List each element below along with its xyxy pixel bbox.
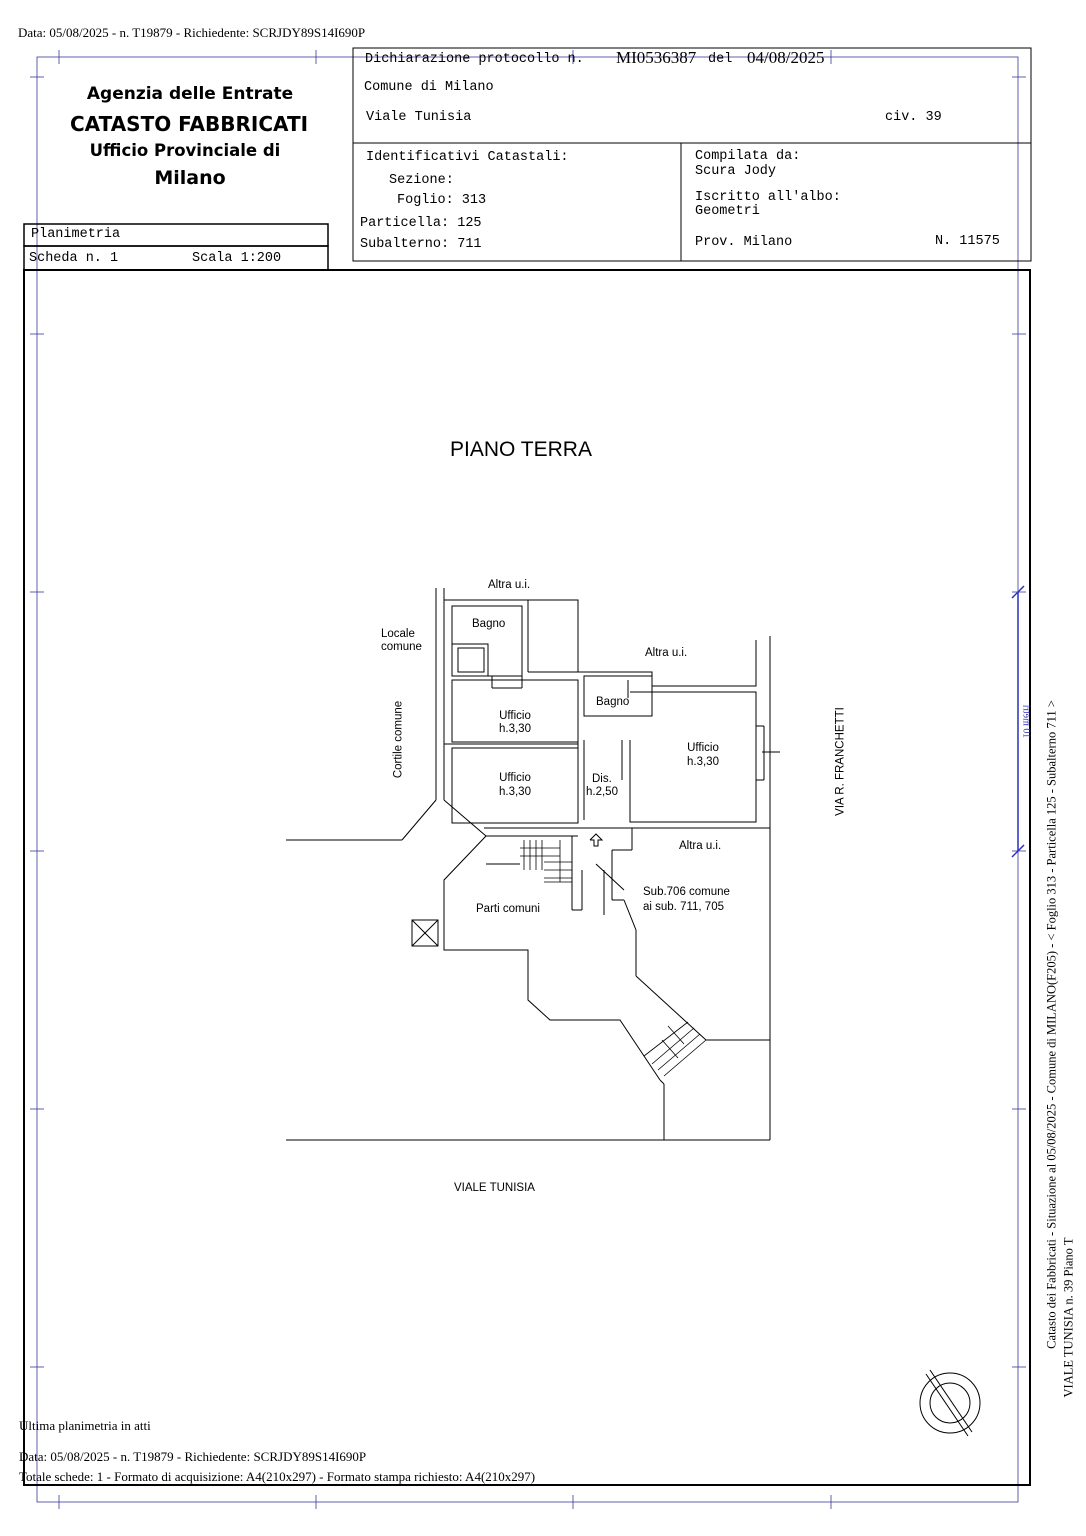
footer-format-info: Totale schede: 1 - Formato di acquisizione: A4(210x297) - Formato stampa richiesto: A4(210x297): [19, 1469, 536, 1484]
agency-name: Agenzia delle Entrate: [86, 84, 294, 104]
catasto-title: CATASTO FABBRICATI: [70, 112, 309, 136]
side-text-situation: Catasto dei Fabbricati - Situazione al 05/08/2025 - Comune di MILANO(F205) - < Foglio 313 - Particella 125 - Subalterno 711 >: [1044, 700, 1059, 1349]
albo-value: Geometri: [695, 204, 760, 219]
label-dis: Dis.: [592, 773, 612, 785]
declaration-del: del: [708, 52, 733, 67]
label-altra-ui-top: Altra u.i.: [488, 579, 531, 591]
last-plan-note: Ultima planimetria in atti: [19, 1418, 151, 1433]
label-cortile-comune: Cortile comune: [392, 700, 405, 779]
scheda-number: Scheda n. 1: [29, 251, 119, 266]
compiled-by-label: Compilata da:: [695, 149, 801, 164]
label-ufficio-3-height: h.3,30: [687, 756, 719, 768]
floor-title: PIANO TERRA: [450, 438, 592, 461]
province: Prov. Milano: [695, 235, 793, 250]
sezione: Sezione:: [389, 173, 454, 188]
particella: Particella: 125: [360, 216, 482, 231]
label-ufficio-2: Ufficio: [499, 772, 531, 784]
label-altra-ui-low: Altra u.i.: [679, 840, 722, 852]
label-sub706-2: ai sub. 711, 705: [643, 901, 724, 913]
comune-line: Comune di Milano: [364, 80, 494, 95]
request-info-line: Data: 05/08/2025 - n. T19879 - Richiedente: SCRJDY89S14I690P: [18, 25, 366, 40]
office-city: Milano: [154, 167, 226, 189]
office-label: Ufficio Provinciale di: [89, 141, 281, 160]
street-line: Viale Tunisia: [366, 110, 472, 125]
label-viale-tunisia: VIALE TUNISIA: [454, 1182, 535, 1194]
declaration-number: MI0536387: [616, 48, 697, 67]
registration-number: N. 11575: [935, 234, 1000, 249]
label-bagno-1: Bagno: [472, 618, 506, 630]
identifiers-title: Identificativi Catastali:: [366, 150, 569, 165]
label-ufficio-1: Ufficio: [499, 710, 531, 722]
civic-number: civ. 39: [885, 110, 942, 125]
label-altra-ui-right: Altra u.i.: [645, 647, 688, 659]
label-ufficio-1-height: h.3,30: [499, 723, 531, 735]
label-locale: Locale: [381, 628, 415, 640]
scale-label: Scala 1:200: [192, 251, 282, 266]
subalterno: Subalterno: 711: [360, 237, 482, 252]
planimetria-label: Planimetria: [31, 227, 121, 242]
declaration-label: Dichiarazione protocollo n.: [365, 52, 584, 67]
label-sub706-1: Sub.706 comune: [643, 886, 730, 898]
compiler-name: Scura Jody: [695, 164, 777, 179]
label-comune: comune: [381, 641, 422, 653]
label-dis-height: h.2,50: [586, 786, 618, 798]
label-bagno-2: Bagno: [596, 696, 630, 708]
label-ufficio-3: Ufficio: [687, 742, 719, 754]
scale-bar-label: 10 metri: [1020, 704, 1032, 739]
compass-icon: [920, 1370, 980, 1436]
foglio: Foglio: 313: [397, 193, 487, 208]
declaration-date: 04/08/2025: [747, 48, 825, 67]
label-via-franchetti: VIA R. FRANCHETTI: [834, 707, 847, 816]
albo-label: Iscritto all'albo:: [695, 190, 841, 205]
label-ufficio-2-height: h.3,30: [499, 786, 531, 798]
plan-walls: [286, 588, 780, 1140]
side-text-address: VIALE TUNISIA n. 39 Piano T: [1061, 1237, 1076, 1398]
label-parti-comuni: Parti comuni: [476, 903, 540, 915]
footer-request-info: Data: 05/08/2025 - n. T19879 - Richiedente: SCRJDY89S14I690P: [19, 1449, 367, 1464]
